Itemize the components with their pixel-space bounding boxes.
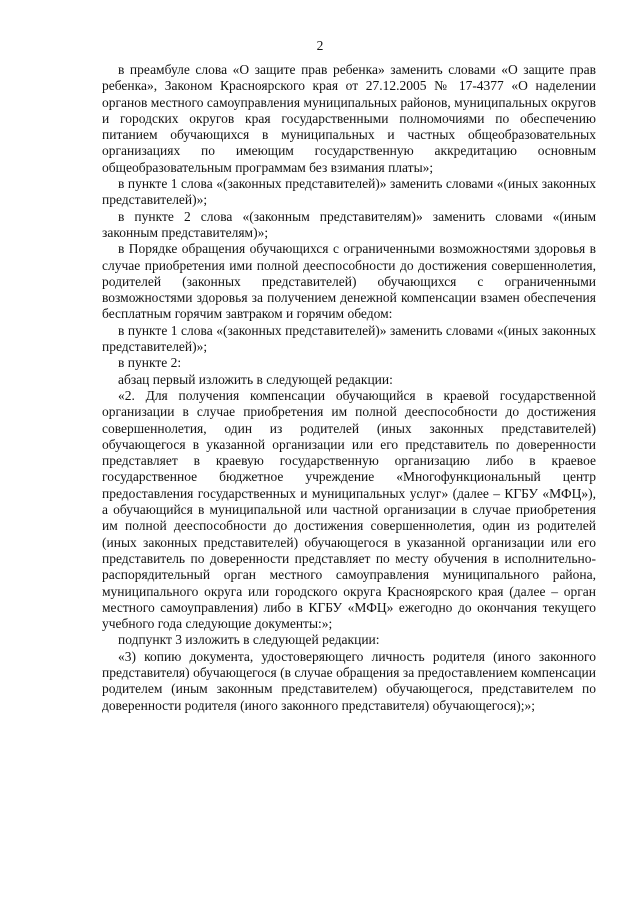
document-body	[102, 62, 596, 714]
paragraph-new-subitem-3: «3) копию документа, удостоверяющего личность родителя (иного законного представителя) обучающегося (в случае обращения за предоставлением компенсации родителем (иным законным представителем) обучающегося, представителем по доверенности родителя (иного законного представителя) обучающегося);»;	[102, 648, 596, 713]
paragraph-subitem-3: подпункт 3 изложить в следующей редакции:	[118, 632, 380, 648]
paragraph-item-1: в пункте 1 слова «(законных представителей)» заменить словами «(иных законных представителей)»;	[102, 176, 596, 208]
paragraph-procedure-item-2: в пункте 2:	[118, 355, 182, 371]
page-number: 2	[316, 38, 324, 53]
paragraph-item-2: в пункте 2 слова «(законным представителям)» заменить словами «(иным законным представителям)»;	[102, 208, 596, 240]
paragraph-preamble: в преамбуле слова «О защите прав ребенка» заменить словами «О защите прав ребенка», Законом Красноярского края от 27.12.2005 № 17-4377 «О наделении органов местного самоуправления муниципальных районов, муниципальных округов и городских округов края государственными полномочиями по обеспечению питанием обучающихся в муниципальных и частных общеобразовательных организациях по имеющим государственную аккредитацию основным общеобразовательным программам без взимания платы»;	[102, 62, 596, 175]
paragraph-new-clause-2: «2. Для получения компенсации обучающийся в краевой государственной организации в случае приобретения им полной дееспособности до достижения совершеннолетия, один из родителей (иных законных представителей) обучающегося в указанной организации или его представитель по доверенности представляет в краевую государственную организацию либо в краевое государственное бюджетное учреждение «Многофункциональный центр предоставления государственных и муниципальных услуг» (далее – КГБУ «МФЦ»), а обучающийся в муниципальной или частной организации в случае приобретения им полной дееспособности до достижения совершеннолетия, один из родителей (иных законных представителей) обучающегося в указанной организации или его представитель по доверенности представляет по месту обучения в исполнительно-распорядительный орган местного самоуправления муниципального района, муниципального округа или городского округа Красноярского края (далее – орган местного самоуправления) либо в КГБУ «МФЦ» ежегодно до окончания текущего учебного года следующие документы:»;	[102, 387, 596, 632]
paragraph-procedure: в Порядке обращения обучающихся с ограниченными возможностями здоровья в случае приобретения ими полной дееспособности до достижения совершеннолетия, родителей (законных представителей) обучающихся с ограниченными возможностями здоровья за получением денежной компенсации взамен обеспечения бесплатным горячим завтраком и горячим обедом:	[102, 241, 596, 322]
paragraph-first-abzac: абзац первый изложить в следующей редакции:	[118, 371, 393, 387]
paragraph-procedure-item-1: в пункте 1 слова «(законных представителей)» заменить словами «(иных законных представителей)»;	[102, 322, 596, 355]
